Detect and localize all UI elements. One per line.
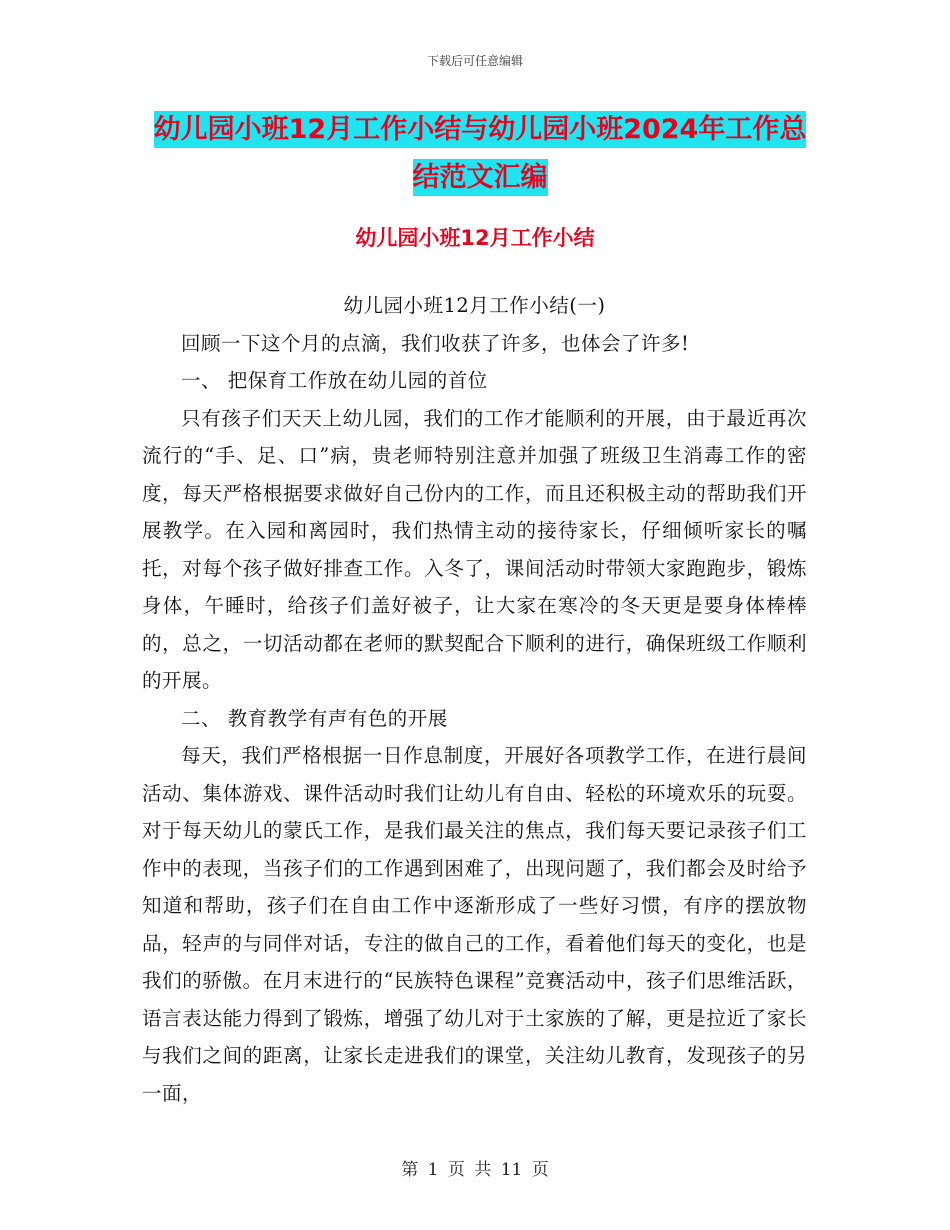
section-title: 幼儿园小班12月工作小结: [355, 226, 595, 250]
heading-care-work: 一、 把保育工作放在幼儿园的首位: [181, 369, 488, 392]
subtitle: 幼儿园小班12月工作小结(一): [343, 294, 606, 317]
document-title: [145, 106, 815, 202]
heading-education: 二、 教育教学有声有色的开展: [181, 706, 448, 730]
paragraph-intro: 回顾一下这个月的点滴，我们收获了许多，也体会了许多!: [181, 331, 690, 355]
paragraph-care-work: 只有孩子们天天上幼儿园，我们的工作才能顺利的开展，由于最近再次流行的“手、足、口”病，贵老师特别注意并加强了班级卫生消毒工作的密度，每天严格根据要求做好自己份内的工作，而且还积极主动的帮助我们开展教学。在入园和离园时，我们热情主动的接待家长，仔细倾听家长的嘱托，对每个孩子做好排查工作。入冬了，课间活动时带领大家跑跑步，锻炼身体，午睡时，给孩子们盖好被子，让大家在寒冷的冬天更是要身体棒棒的，总之，一切活动都在老师的默契配合下顺利的进行，确保班级工作顺利的开展。: [142, 406, 807, 692]
header-note: 下载后可任意编辑: [426, 54, 523, 68]
page-footer: 第 1 页 共 11 页: [401, 1160, 549, 1180]
document-title-text: 幼儿园小班12月工作小结与幼儿园小班2024年工作总结范文汇编: [154, 111, 807, 196]
paragraph-education: 每天，我们严格根据一日作息制度，开展好各项教学工作，在进行晨间活动、集体游戏、课件活动时我们让幼儿有自由、轻松的环境欢乐的玩耍。对于每天幼儿的蒙氏工作，是我们最关注的焦点，我们每天要记录孩子们工作中的表现，当孩子们的工作遇到困难了，出现问题了，我们都会及时给予知道和帮助，孩子们在自由工作中逐渐形成了一些好习惯，有序的摆放物品，轻声的与同伴对话，专注的做自己的工作，看着他们每天的变化，也是我们的骄傲。在月末进行的“民族特色课程”竞赛活动中，孩子们思维活跃，语言表达能力得到了锻炼，增强了幼儿对于土家族的了解，更是拉近了家长与我们之间的距离，让家长走进我们的课堂，关注幼儿教育，发现孩子的另一面，: [142, 744, 807, 1105]
document-body: [142, 287, 807, 1112]
